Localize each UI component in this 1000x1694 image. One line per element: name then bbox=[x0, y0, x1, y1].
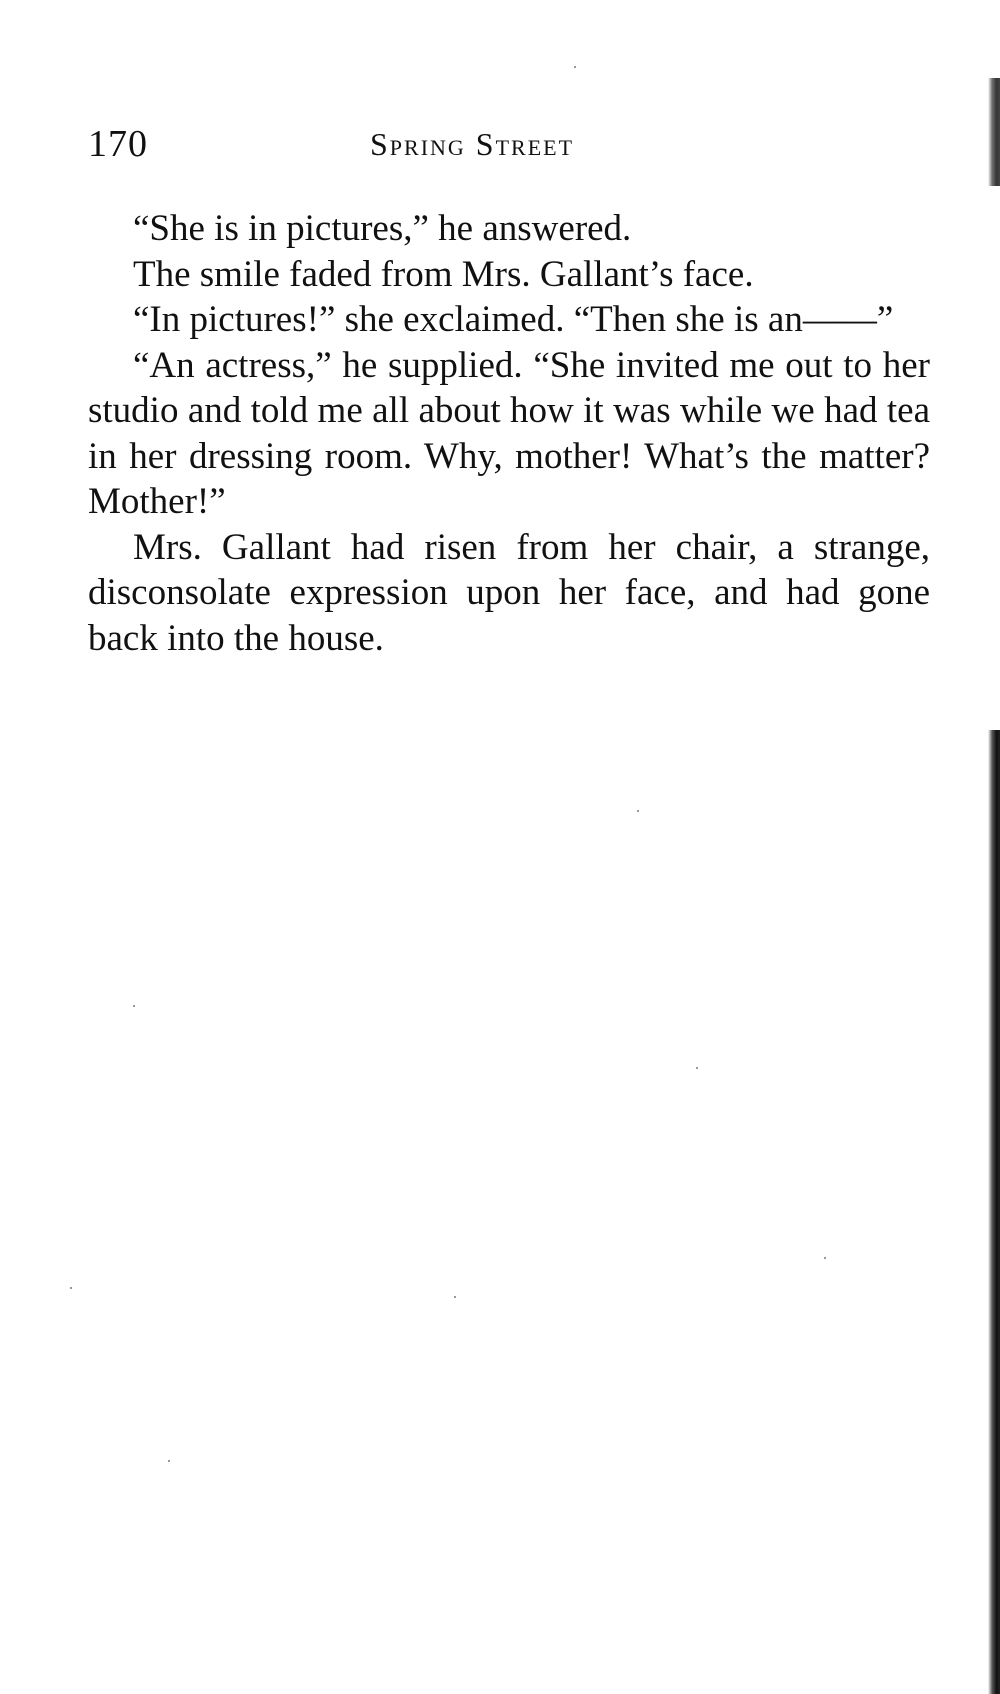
page-number: 170 bbox=[88, 123, 148, 165]
scan-speck bbox=[168, 1460, 170, 1462]
page-edge-shadow bbox=[988, 78, 1000, 186]
running-head bbox=[88, 118, 930, 170]
body-text bbox=[88, 206, 930, 661]
scan-speck bbox=[824, 1257, 826, 1259]
running-title: Spring Street bbox=[370, 126, 575, 162]
page-edge-shadow bbox=[988, 730, 1000, 1694]
paragraph: The smile faded from Mrs. Gallant’s face. bbox=[133, 253, 754, 295]
scan-speck bbox=[454, 1296, 456, 1298]
paragraph: “In pictures!” she exclaimed. “Then she is an——” bbox=[133, 299, 894, 340]
scan-speck bbox=[70, 1287, 72, 1289]
paragraph: “An actress,” he supplied. “She invited me out to her studio and told me all about how it was while we had tea in her dressing room. Why, mother! What’s the matter? Mother!” bbox=[88, 344, 930, 522]
scan-speck bbox=[133, 1005, 135, 1007]
scan-speck bbox=[574, 66, 576, 68]
paragraph: “She is in pictures,” he answered. bbox=[133, 208, 632, 249]
scan-speck bbox=[696, 1067, 698, 1069]
scan-speck bbox=[637, 810, 639, 812]
paragraph: Mrs. Gallant had risen from her chair, a strange, disconsolate expression upon her face, and had gone back into the house. bbox=[88, 526, 930, 659]
